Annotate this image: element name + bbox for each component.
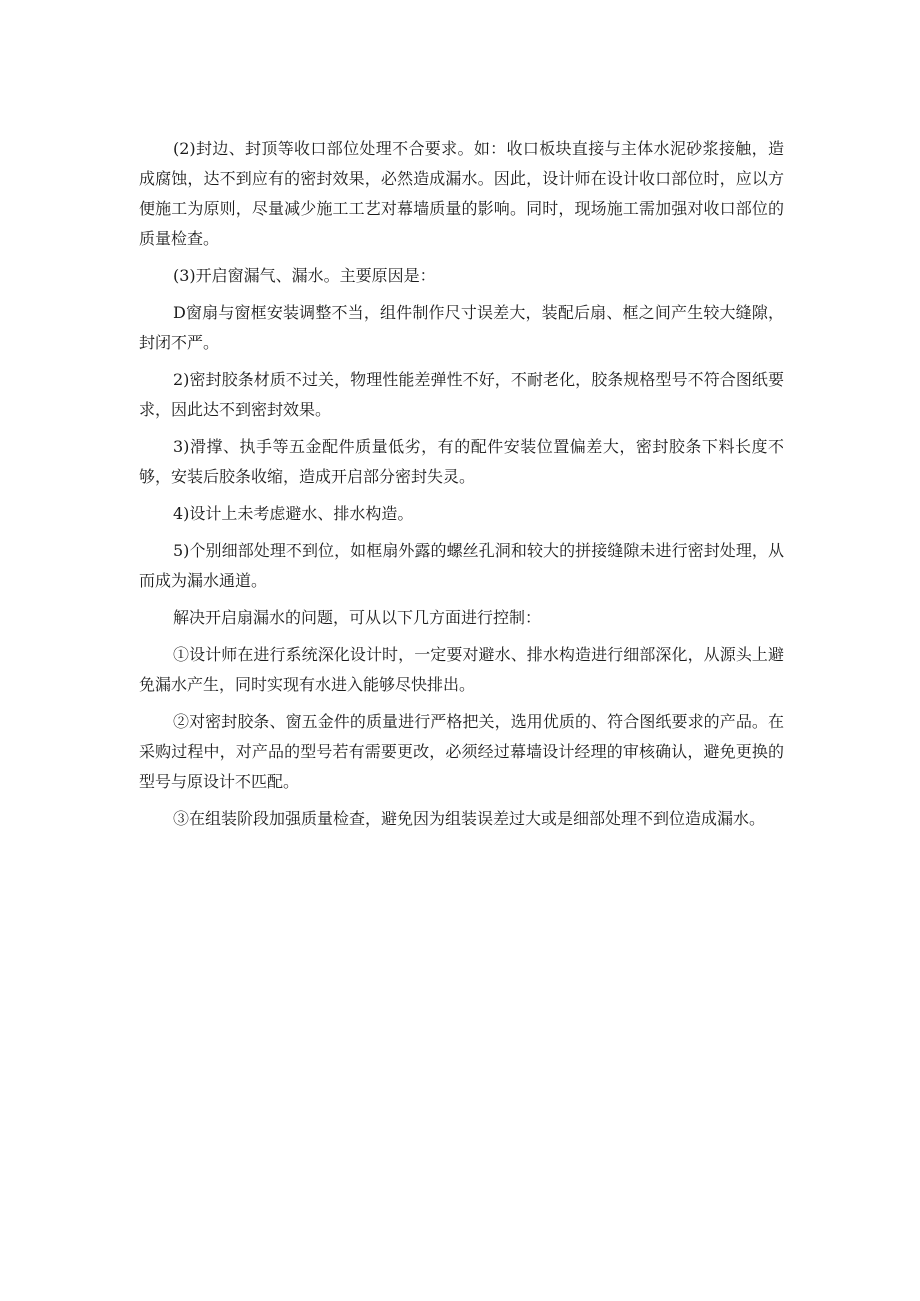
paragraph-solution-intro: 解决开启扇漏水的问题，可从以下几方面进行控制： [173, 608, 542, 627]
paragraph-cause-1: D窗扇与窗框安装调整不当，组件制作尺寸误差大，装配后扇、框之间产生较大缝隙，封闭不严。 [139, 303, 784, 352]
paragraph-solution-3: ③在组装阶段加强质量检查，避免因为组装误差过大或是细部处理不到位造成漏水。 [173, 809, 766, 828]
paragraph-cause-2: 2)密封胶条材质不过关，物理性能差弹性不好，不耐老化，胶条规格型号不符合图纸要求，因此达不到密封效果。 [139, 370, 784, 419]
paragraph-cause-4: 4)设计上未考虑避水、排水构造。 [173, 504, 414, 523]
paragraph-solution-1: ①设计师在进行系统深化设计时，一定要对避水、排水构造进行细部深化，从源头上避免漏水产生，同时实现有水进入能够尽快排出。 [139, 645, 784, 694]
paragraph-window-leak-heading: (3)开启窗漏气、漏水。主要原因是： [173, 266, 436, 285]
paragraph-cause-3: 3)滑撑、执手等五金配件质量低劣，有的配件安装位置偏差大，密封胶条下料长度不够，安装后胶条收缩，造成开启部分密封失灵。 [139, 437, 784, 486]
paragraph-cause-5: 5)个别细部处理不到位，如框扇外露的螺丝孔洞和较大的拼接缝隙未进行密封处理，从而成为漏水通道。 [139, 541, 784, 590]
document-body [139, 134, 784, 841]
paragraph-edge-sealing: (2)封边、封顶等收口部位处理不合要求。如：收口板块直接与主体水泥砂浆接触，造成腐蚀，达不到应有的密封效果，必然造成漏水。因此，设计师在设计收口部位时，应以方便施工为原则，尽量减少施工工艺对幕墙质量的影响。同时，现场施工需加强对收口部位的质量检查。 [139, 139, 784, 248]
paragraph-solution-2: ②对密封胶条、窗五金件的质量进行严格把关，选用优质的、符合图纸要求的产品。在采购过程中，对产品的型号若有需要更改，必须经过幕墙设计经理的审核确认，避免更换的型号与原设计不匹配。 [139, 712, 784, 791]
